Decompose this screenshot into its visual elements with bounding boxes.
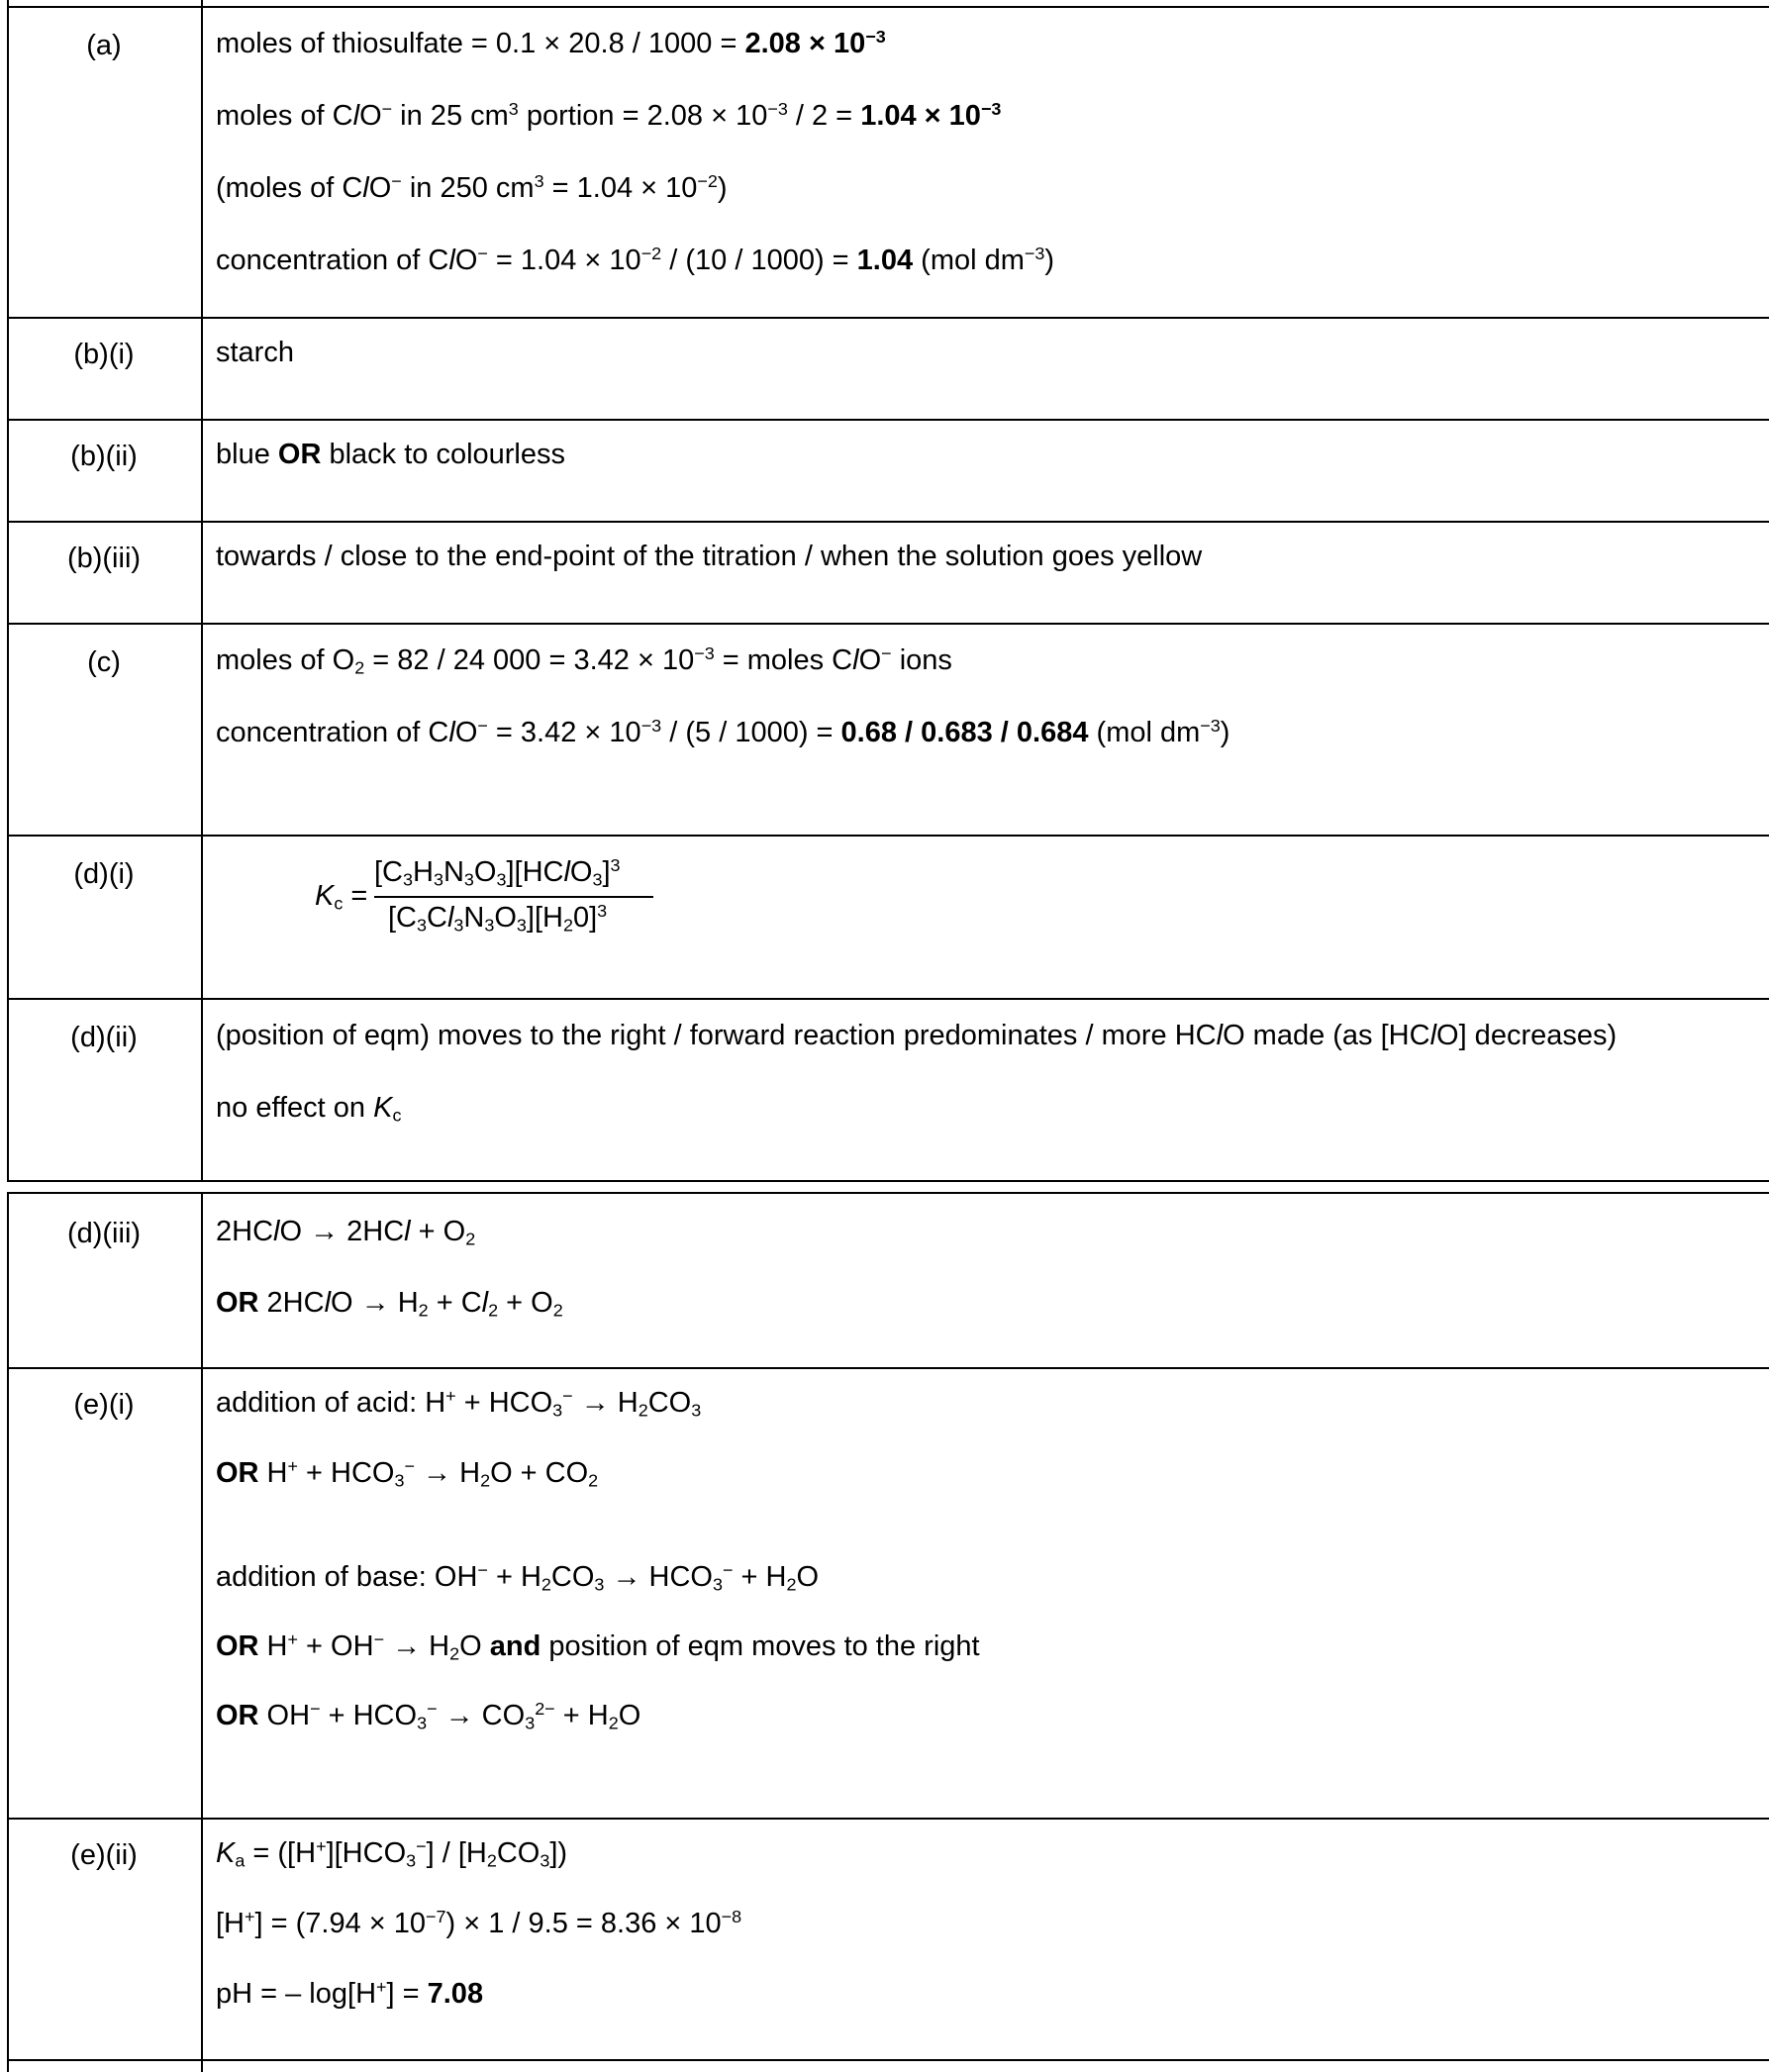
table-row [7,419,1769,522]
answer-line: concentration of $ClO^- = 3.42 \times 10^{-3} / (5 / 1000) = 0.68 / 0.683 / 0.684$ (mol $dm^{-3}$) [216,716,1230,748]
mark-scheme-table [7,0,1769,2072]
question-label: (b)(i) [73,339,135,370]
question-label: (d)(iii) [66,1218,142,1249]
table-row [7,623,1769,836]
answer-line: pH = – log[H+] = 7.08 [216,1977,484,2010]
question-label: (c) [87,646,121,678]
table-row [7,998,1769,1182]
answer-line: concentration of $ClO^- = 1.04 \times 10^{-2} / (10 / 1000) = 1.04$ (mol $dm^{-3}$) [216,244,1055,276]
answer-line: addition of acid: $H^+ + HCO_3^- \to H_2CO_3$ [216,1386,702,1421]
answer-line: starch [216,337,294,368]
answer-line: moles of $O_2 = 82 / 24$ $000 = 3.42 \times 10^{-3}$ = moles ClO− ions [216,643,952,678]
answer-line: 2HClO → $2HCl + O_2$ [216,1216,476,1249]
answer-line: (moles of ClO− in 250 $cm^3 = 1.04 \times 10^{-2}$) [216,171,728,204]
table-row [7,1367,1769,1819]
question-label: (d)(ii) [70,1022,138,1053]
answer-line: moles of thiosulfate = $0.1 \times 20.8 / 1000 = 2.08 \times 10^{-3}$ [216,27,886,59]
question-label: (b)(ii) [70,441,138,472]
answer-line: OR 2HClO → $H_2 + Cl_2 + O_2$ [216,1287,563,1321]
answer-line: OR $OH^- + HCO_3^- \to CO_3^{2-} + H_2O$ [216,1699,641,1733]
answer-line: moles of ClO− in 25 $cm^3$ portion = $2.08 \times 10^{-3} / 2 = 1.04 \times 10^{-3}$ [216,99,1002,132]
table-row [7,1192,1769,1368]
kc-numerator: $[C_3H_3N_3O_3][HClO_3]^3$ [374,855,621,890]
answer-line: towards / close to the end-point of the titration / when the solution goes yellow [216,541,1203,572]
question-label: (e)(ii) [70,1839,138,1871]
table-row [7,835,1769,999]
answer-line: OR $H^+ + OH^- \to H_2O$ and position of eqm moves to the right [216,1629,980,1664]
answer-line: blue OR black to colourless [216,439,566,470]
kc-symbol: $K_c$ = [315,880,368,914]
answer-line: $[H^+] = (7.94 \times 10^{-7}) \times 1 / 9.5 = 8.36 \times 10^{-8}$ [216,1907,742,1939]
kc-denominator: $[C_3Cl_3N_3O_3][H_20]^3$ [388,901,608,936]
question-label: (a) [86,30,122,61]
answer-line: OR $H^+ + HCO_3^- \to H_2O + CO_2$ [216,1456,599,1491]
answer-line: $K_a = ([H^+][HCO_3^-] / [H_2CO_3])$ [216,1836,568,1871]
table-row [7,317,1769,420]
table-row [7,6,1769,318]
answer-line: no effect on $K_c$ [216,1092,402,1126]
table-row [7,521,1769,624]
table-row [7,1818,1769,2061]
question-label: (e)(i) [73,1389,135,1421]
answer-line: (position of eqm) moves to the right / forward reaction predominates / more HClO made (as [HClO] decreases) [216,1020,1618,1051]
question-label: (d)(i) [73,858,135,890]
fraction-bar [374,896,653,898]
answer-line: addition of base: $OH^- + H_2CO_3 \to HCO_3^- + H_2O$ [216,1560,820,1595]
question-label: (b)(iii) [66,543,142,574]
